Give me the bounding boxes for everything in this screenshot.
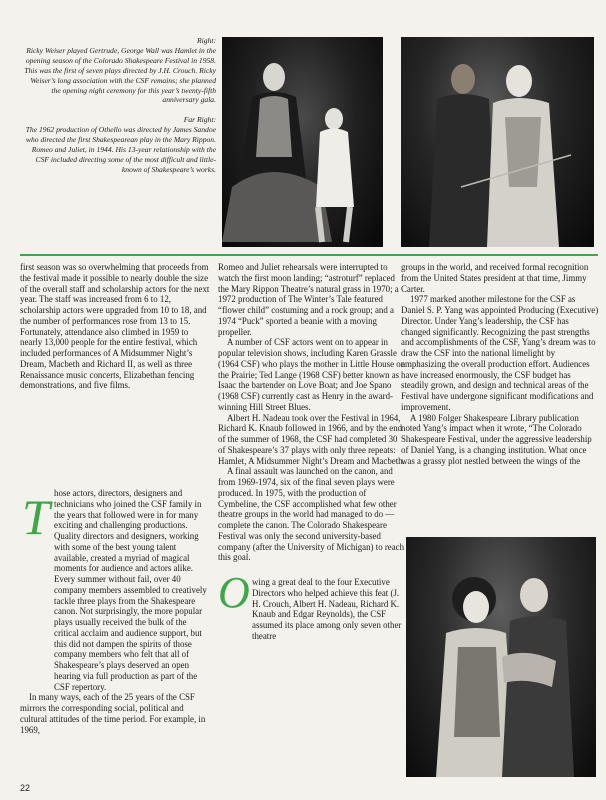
col3-paragraph-2: 1977 marked another milestone for the CSF as Daniel S. P. Yang was appointed Producing (Executive) Director. Under Yang’s leadership, the CSF has changed significantly. Recognizing the past strengths and accomplishments of the CSF, Yang’s dream was to draw the CSF into the national limelight by emphasizing the overall production effort. Audiences have increased enormously, the CSF budget has steadily grown, and design and technical areas of the Festival have undergone significant modifications and improvement.: [401, 294, 599, 412]
caption-right-text: Ricky Weiser played Gertrude, George Wall was Hamlet in the opening season of the Colorado Shakespeare Festival in 1958. This was the first of seven plays directed by J.H. Crouch. Ricky Weiser’s long association with the CSF remains; she planned the opening night ceremony for this year’s twenty-fifth anniversary gala.: [24, 45, 216, 105]
photo-romeo-juliet: [406, 537, 596, 777]
section-divider: [20, 254, 598, 256]
photo-captions: [20, 36, 216, 185]
col2-paragraph-1: Romeo and Juliet rehearsals were interrupted to watch the first moon landing; “astroturf” replaced the Mary Rippon Theatre’s natural grass in 1970; a 1972 production of The Winter’s Tale featured “flower child” costuming and a rock group; and a 1974 “Puck” sported a beanie with a moving propeller.: [218, 262, 399, 337]
photo-romeo-juliet-figures: [406, 537, 596, 777]
col2-paragraph-4: A final assault was launched on the canon, and from 1969-1974, six of the final seven plays were produced. In 1975, with the production of Cymbeline, the CSF accomplished what few other theatre groups in the world had managed to do — complete the canon. The Colorado Shakespeare Festival was only the second university-based company (after the University of Michigan) to reach this goal.: [218, 466, 405, 563]
column-2: [218, 262, 406, 642]
page-number: 22: [20, 783, 31, 793]
col2-paragraph-2: A number of CSF actors went on to appear in popular television shows, including Karen Grassle (1964 CSF) who plays the mother in Little House on the Prairie; Ted Lange (1968 CSF) better known as Isaac the bartender on Love Boat; and Joe Spano (1968 CSF) currently cast as Henry in the award-winning Hill Street Blues.: [218, 337, 406, 412]
col2-paragraph-5: wing a great deal to the four Executive Directors who helped achieve this feat (J. H. Crouch, Albert H. Nadeau, Richard K. Knaub and Edgar Reynolds), the CSF assumed its place among only seven other theatre: [252, 577, 402, 641]
col2-dropcap-block: [218, 568, 406, 642]
col1-paragraph-3: In many ways, each of the 25 years of the CSF mirrors the corresponding social, political and cultural attitudes of the time period. For example, in 1969,: [20, 692, 206, 735]
col1-paragraph-1: first season was so overwhelming that proceeds from the festival made it possible to nearly double the size of the overall staff and scholarship actors for the next year. The staff was increased from 6 to 12, scholarship actors were upgraded from 10 to 18, and the number of performances rose from 13 to 15. Fortunately, attendance also climbed in 1959 to nearly 13,000 people for the entire festival, which included performances of A Midsummer Night’s Dream, Macbeth and Richard II, as well as three Renaissance music concerts, Elizabethan fencing demonstrations, and five films.: [20, 262, 210, 391]
photo-othello: [401, 37, 594, 247]
caption-far-right-heading: Far Right:: [183, 115, 216, 125]
column-3: [401, 262, 599, 466]
column-1-top: [20, 262, 210, 391]
photo-othello-figures: [401, 37, 594, 247]
photo-hamlet-gertrude: [222, 37, 383, 247]
col1-paragraph-2: hose actors, directors, designers and technicians who joined the CSF family in the years that followed were in for many exciting and challenging productions. Quality directors and designers, working with some of the best young talent available, created a myriad of magical moments for audience and actors alike. Every summer without fail, over 40 company members assembled to creatively tackle three plays from the Shakespeare canon. Not surprisingly, the more popular plays usually received the bulk of the critical acclaim and audience support, but this did not dampen the spirits of those company members who felt that all of Shakespeare’s plays deserved an open hearing via full production as part of the CSF repertory.: [54, 488, 207, 692]
col3-paragraph-3: A 1980 Folger Shakespeare Library publication noted Yang’s impact when it wrote, “The Colorado Shakespeare Festival, under the aggressive leadership of Daniel Yang, is a changing institution. What once was a grassy plot nestled between the wings of the: [401, 412, 592, 466]
caption-far-right-text: The 1962 production of Othello was directed by James Sandoe who directed the first Shakespearean play in the Mary Rippon. Romeo and Juliet, in 1944. His 13-year relationship with the CSF included directing some of the most difficult and little-known of Shakespeare’s works.: [25, 125, 216, 174]
col3-paragraph-1: groups in the world, and received formal recognition from the United States president at that time, Jimmy Carter.: [401, 262, 589, 294]
caption-right-heading: Right:: [197, 36, 216, 45]
dropcap-o: O: [218, 568, 250, 617]
dropcap-t: T: [22, 489, 50, 545]
col2-paragraph-3: Albert H. Nadeau took over the Festival in 1964, Richard K. Knaub followed in 1966, and by the end of the summer of 1968, the CSF had completed 30 of Shakespeare’s 37 plays with only three repeats: Hamlet, A Midsummer Night’s Dream and Macbeth.: [218, 412, 405, 466]
photo-hamlet-gertrude-figures: [222, 37, 383, 247]
column-1-bottom: [20, 488, 210, 735]
